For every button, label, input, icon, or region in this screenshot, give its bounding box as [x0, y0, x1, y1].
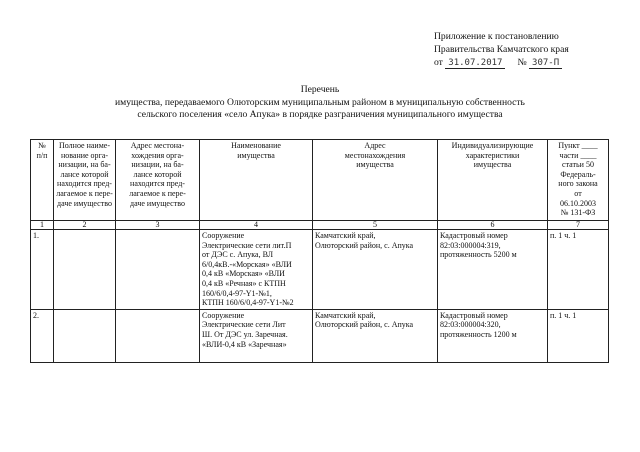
appendix-line-2: Правительства Камчатского края	[434, 44, 569, 55]
row-property-name: Сооружение Электрические сети Лит Ш. От ДЭС ул. Заречная. «ВЛИ-0,4 кВ «Заречная»	[200, 309, 313, 362]
column-number: 5	[313, 221, 438, 230]
row-org-address	[116, 309, 200, 362]
decree-date: 31.07.2017	[445, 58, 505, 69]
header-property-address: Адрес местонахождения имущества	[313, 140, 438, 221]
row-law-point: п. 1 ч. 1	[548, 309, 609, 362]
column-number: 3	[116, 221, 200, 230]
property-table	[30, 139, 609, 363]
row-property-name: Сооружение Электрические сети лит.П от ДЭС с. Апука, ВЛ 6/0,4кВ.-«Морская» «ВЛИ 0,4 кВ «Морская» «ВЛИ 0,4 кВ «Речная» с КТПН 160/6/0,4-97-Y1-№1, КТПН 160/6/0,4-97-Y1-№2	[200, 230, 313, 310]
row-characteristics: Кадастровый номер 82:03:000004:320, протяженность 1200 м	[438, 309, 548, 362]
decree-number: 307-П	[529, 58, 562, 69]
row-num: 1.	[31, 230, 54, 310]
column-number: 1	[31, 221, 54, 230]
appendix-date-line	[434, 56, 569, 70]
table-row	[31, 230, 609, 310]
title-line-1: Перечень	[300, 84, 340, 95]
title-line-3: сельского поселения «село Апука» в порядке разграничения муниципального имущества	[137, 109, 503, 120]
row-org-name	[54, 230, 116, 310]
column-number-row	[31, 221, 609, 230]
title-line-2: имущества, передаваемого Олюторским муниципальным районом в муниципальную собственность	[115, 96, 525, 108]
row-org-address	[116, 230, 200, 310]
row-law-point: п. 1 ч. 1	[548, 230, 609, 310]
header-org-address: Адрес местона- хождения орга- низации, на ба- лансе которой находится пред- лагаемое к пере- даче имущество	[116, 140, 200, 221]
table-header-row	[31, 140, 609, 221]
header-characteristics: Индивидуализирующие характеристики имущества	[438, 140, 548, 221]
number-label: №	[517, 57, 527, 68]
appendix-line-1: Приложение к постановлению	[434, 31, 559, 42]
header-num: № п/п	[31, 140, 54, 221]
column-number: 7	[548, 221, 609, 230]
row-org-name	[54, 309, 116, 362]
document-title	[0, 84, 640, 122]
from-label: от	[434, 57, 443, 68]
header-property-name: Наименование имущества	[200, 140, 313, 221]
row-property-address: Камчатский край, Олюторский район, с. Апука	[313, 230, 438, 310]
row-num: 2.	[31, 309, 54, 362]
column-number: 6	[438, 221, 548, 230]
column-number: 2	[54, 221, 116, 230]
appendix-block	[434, 30, 569, 70]
header-org-name: Полное наиме- нование орга- низации, на ба- лансе которой находится пред- лагаемое к пере- даче имущество	[54, 140, 116, 221]
row-characteristics: Кадастровый номер 82:03:000004:319, протяженность 5200 м	[438, 230, 548, 310]
table-row	[31, 309, 609, 362]
column-number: 4	[200, 221, 313, 230]
row-property-address: Камчатский край, Олюторский район, с. Апука	[313, 309, 438, 362]
header-law-point: Пункт ____ части ____ статьи 50 Федераль- ного закона от 06.10.2003 № 131-ФЗ	[548, 140, 609, 221]
